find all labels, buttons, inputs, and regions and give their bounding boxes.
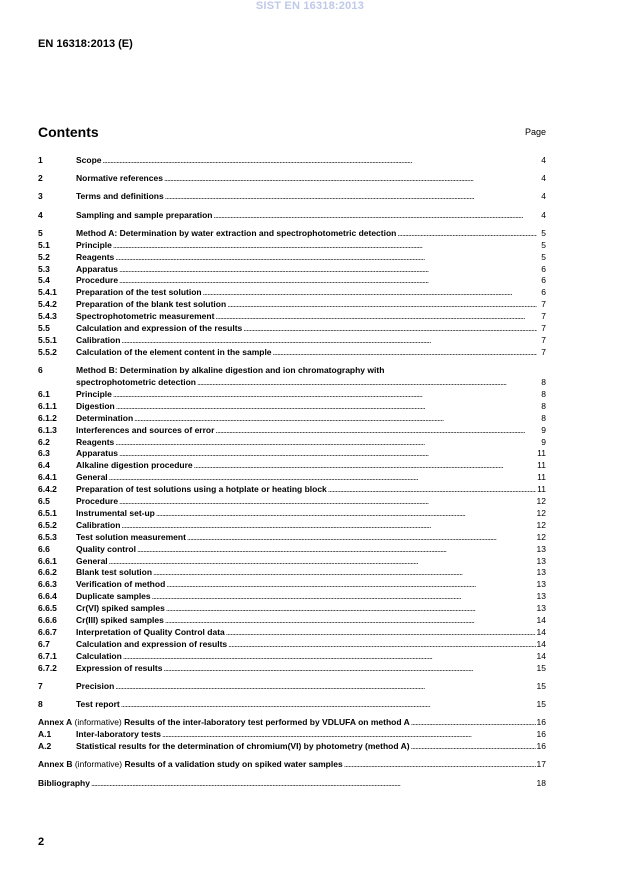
toc-page: 16	[536, 717, 546, 728]
toc-leader	[121, 520, 535, 532]
toc-number: 6	[38, 365, 43, 376]
toc-title: Test report	[76, 699, 120, 710]
toc-number: 6.6	[38, 543, 50, 554]
toc-page: 4	[541, 173, 546, 184]
toc-page: 9	[541, 424, 546, 435]
toc-page: 5	[541, 227, 546, 238]
toc-leader	[113, 240, 537, 252]
toc-number: 5.2	[38, 251, 50, 262]
toc-leader	[115, 437, 537, 449]
toc-leader	[156, 508, 536, 520]
toc-title-continued: spectrophotometric detection	[76, 376, 196, 387]
toc-entry[interactable]	[38, 778, 546, 790]
toc-number: 6.6.7	[38, 627, 57, 638]
toc-number: A.2	[38, 741, 52, 752]
toc-title: Reagents	[76, 436, 115, 447]
toc-entry[interactable]	[38, 228, 546, 240]
toc-leader	[243, 323, 537, 335]
toc-title: Preparation of test solutions using a hotplate or heating block	[76, 484, 327, 495]
toc-page: 5	[541, 251, 546, 262]
toc-entry[interactable]	[38, 287, 546, 299]
toc-number: 6.5.3	[38, 531, 57, 542]
toc-number: 5	[38, 227, 43, 238]
toc-leader	[123, 651, 536, 663]
toc-entry[interactable]	[38, 496, 546, 508]
toc-entry[interactable]	[38, 311, 546, 323]
toc-leader	[166, 579, 535, 591]
toc-entry[interactable]	[38, 347, 546, 359]
toc-title: Spectrophotometric measurement	[76, 311, 215, 322]
toc-leader	[194, 460, 537, 472]
toc-page: 16	[536, 729, 546, 740]
toc-leader	[121, 335, 537, 347]
toc-title: Digestion	[76, 400, 115, 411]
toc-entry[interactable]	[38, 448, 546, 460]
toc-number: 5.3	[38, 263, 50, 274]
toc-page: 6	[541, 287, 546, 298]
toc-entry[interactable]	[38, 413, 546, 425]
toc-number: 6.5	[38, 496, 50, 507]
page-column-label: Page	[524, 127, 546, 137]
toc-page: 13	[536, 579, 546, 590]
toc-leader	[115, 681, 535, 693]
toc-leader	[228, 639, 535, 651]
toc-number: 6.7.1	[38, 650, 57, 661]
toc-title: Results of the inter-laboratory test performed by VDLUFA on method A	[124, 717, 410, 728]
toc-page: 12	[536, 531, 546, 542]
toc-page: 7	[541, 311, 546, 322]
toc-number: 1	[38, 155, 43, 165]
toc-number: 6.4.1	[38, 472, 57, 483]
toc-title: Principle	[76, 239, 112, 250]
toc-number: 6.3	[38, 448, 50, 459]
toc-page: 8	[541, 400, 546, 411]
page-title: Contents	[38, 124, 99, 140]
toc-title: Determination	[76, 412, 134, 423]
toc-page: 11	[537, 448, 546, 459]
toc-entry[interactable]	[38, 717, 546, 729]
toc-title: Terms and definitions	[76, 191, 164, 202]
toc-page: 14	[536, 627, 546, 638]
toc-page: 5	[541, 239, 546, 250]
toc-leader	[109, 556, 536, 568]
toc-number: 5.4.2	[38, 299, 57, 310]
toc-page: 6	[541, 263, 546, 274]
toc-entry[interactable]	[38, 365, 546, 377]
toc-page: 15	[536, 699, 546, 710]
toc-page: 14	[536, 615, 546, 626]
toc-title: Preparation of the test solution	[76, 287, 202, 298]
toc-title: Normative references	[76, 173, 163, 184]
toc-leader	[328, 484, 536, 496]
toc-title: Procedure	[76, 275, 119, 286]
toc-annex-title	[38, 759, 343, 771]
toc-page: 4	[541, 191, 546, 202]
toc-title: Calibration	[76, 334, 121, 345]
toc-number: 5.4	[38, 275, 50, 286]
toc-number: 4	[38, 209, 43, 220]
toc-entry[interactable]	[38, 275, 546, 287]
toc-title: Scope	[76, 155, 102, 165]
toc-entry[interactable]	[38, 460, 546, 472]
toc-title: Apparatus	[76, 263, 119, 274]
toc-annex-title	[38, 778, 90, 790]
toc-number: 6.5.2	[38, 519, 57, 530]
toc-leader	[273, 347, 537, 359]
toc-page: 11	[537, 472, 546, 483]
toc-page: 8	[541, 412, 546, 423]
toc-title: Calculation	[76, 650, 122, 661]
toc-number: 8	[38, 699, 43, 710]
toc-number: 5.5.2	[38, 346, 57, 357]
toc-page: 15	[536, 680, 546, 691]
toc-page: 16	[536, 741, 546, 752]
toc-title: Verification of method	[76, 579, 166, 590]
toc-entry[interactable]	[38, 155, 546, 167]
toc-leader	[227, 299, 537, 311]
toc-number: 6.6.3	[38, 579, 57, 590]
toc-title: Cr(III) spiked samples	[76, 615, 164, 626]
toc-leader	[162, 729, 536, 741]
toc-page: 7	[541, 299, 546, 310]
toc-number: 3	[38, 191, 43, 202]
toc-number: 6.6.1	[38, 555, 57, 566]
toc-number: 5.4.1	[38, 287, 57, 298]
toc-entry[interactable]	[38, 264, 546, 276]
standard-id: EN 16318:2013 (E)	[38, 38, 133, 50]
toc-number: 7	[38, 680, 43, 691]
toc-leader	[215, 311, 537, 323]
toc-page: 13	[536, 555, 546, 566]
toc-title: Quality control	[76, 543, 136, 554]
toc-leader	[197, 377, 537, 389]
toc-title: Calculation and expression of results	[76, 638, 228, 649]
toc-number: 6.4.2	[38, 484, 57, 495]
toc-page: 7	[541, 323, 546, 334]
toc-page: 13	[536, 603, 546, 614]
toc-leader	[226, 627, 536, 639]
toc-leader	[203, 287, 537, 299]
toc-number: 6.1.3	[38, 424, 57, 435]
toc-entry[interactable]	[38, 508, 546, 520]
toc-leader	[165, 191, 537, 203]
toc-leader	[344, 759, 536, 771]
toc-number: 6.7	[38, 638, 50, 649]
toc-page: 17	[536, 759, 546, 770]
toc-page: 15	[536, 662, 546, 673]
toc-title: Sampling and sample preparation	[76, 209, 213, 220]
toc-leader	[119, 264, 537, 276]
toc-leader	[411, 741, 536, 753]
toc-annex-label: Annex B	[38, 759, 73, 770]
toc-entry[interactable]	[38, 699, 546, 711]
toc-number: A.1	[38, 729, 52, 740]
toc-title: Method A: Determination by water extraction and spectrophotometric detection	[76, 227, 397, 238]
toc-number: 6.6.6	[38, 615, 57, 626]
toc-number: 5.5	[38, 323, 50, 334]
toc-page: 6	[541, 275, 546, 286]
toc-number: 6.1.2	[38, 412, 57, 423]
toc-leader	[119, 496, 535, 508]
toc-entry[interactable]	[38, 425, 546, 437]
toc-entry[interactable]	[38, 335, 546, 347]
toc-title: Reagents	[76, 251, 115, 262]
toc-title: Test solution measurement	[76, 531, 186, 542]
toc-entry[interactable]	[38, 520, 546, 532]
toc-leader	[214, 210, 537, 222]
toc-entry[interactable]	[38, 389, 546, 401]
toc-leader	[166, 603, 536, 615]
toc-leader	[164, 173, 537, 185]
toc-entry[interactable]	[38, 401, 546, 413]
toc-entry[interactable]	[38, 472, 546, 484]
table-of-contents	[38, 155, 546, 789]
toc-page: 7	[541, 346, 546, 357]
toc-leader	[119, 448, 536, 460]
toc-number: 6.6.4	[38, 591, 57, 602]
toc-leader	[397, 228, 537, 240]
toc-number: 6.4	[38, 460, 50, 471]
toc-title: Preparation of the blank test solution	[76, 299, 227, 310]
toc-title: Calculation of the element content in the sample	[76, 346, 272, 357]
toc-entry[interactable]	[38, 663, 546, 675]
toc-entry[interactable]	[38, 210, 546, 222]
toc-page: 12	[536, 507, 546, 518]
toc-entry[interactable]	[38, 173, 546, 185]
toc-page: 9	[541, 436, 546, 447]
toc-page: 13	[536, 591, 546, 602]
toc-number: 6.7.2	[38, 662, 57, 673]
toc-title: Results of a validation study on spiked water samples	[124, 759, 343, 770]
toc-title: Calibration	[76, 519, 121, 530]
toc-number: 6.1.1	[38, 400, 57, 411]
toc-entry[interactable]	[38, 603, 546, 615]
toc-leader	[187, 532, 536, 544]
toc-entry[interactable]	[38, 759, 546, 771]
toc-leader	[103, 155, 537, 167]
toc-page: 12	[536, 519, 546, 530]
toc-leader	[115, 252, 537, 264]
toc-leader	[163, 663, 535, 675]
toc-title: Duplicate samples	[76, 591, 151, 602]
toc-title: General	[76, 472, 108, 483]
toc-entry[interactable]	[38, 681, 546, 693]
toc-entry[interactable]	[38, 556, 546, 568]
toc-entry[interactable]	[38, 544, 546, 556]
page-number: 2	[38, 836, 45, 848]
toc-number: 6.2	[38, 436, 50, 447]
toc-title: Apparatus	[76, 448, 119, 459]
toc-entry[interactable]	[38, 437, 546, 449]
toc-leader	[152, 591, 536, 603]
toc-title: Method B: Determination by alkaline digestion and ion chromatography with	[76, 365, 385, 376]
toc-title: Procedure	[76, 496, 119, 507]
toc-title: Principle	[76, 388, 112, 399]
toc-leader	[121, 699, 536, 711]
toc-entry[interactable]	[38, 532, 546, 544]
toc-page: 13	[536, 567, 546, 578]
toc-annex-label: Bibliography	[38, 777, 90, 788]
toc-number: 5.4.3	[38, 311, 57, 322]
toc-number: 6.6.5	[38, 603, 57, 614]
toc-entry[interactable]	[38, 299, 546, 311]
toc-page: 4	[541, 155, 546, 165]
toc-entry[interactable]	[38, 639, 546, 651]
toc-page: 14	[536, 650, 546, 661]
toc-leader	[116, 401, 537, 413]
toc-entry[interactable]	[38, 191, 546, 203]
toc-title: Interpretation of Quality Control data	[76, 627, 225, 638]
toc-title: Cr(VI) spiked samples	[76, 603, 165, 614]
toc-entry[interactable]	[38, 579, 546, 591]
watermark: SIST EN 16318:2013	[255, 0, 365, 12]
toc-entry[interactable]	[38, 484, 546, 496]
toc-page: 11	[537, 460, 546, 471]
toc-entry[interactable]	[38, 651, 546, 663]
toc-leader	[137, 544, 536, 556]
toc-title: Interferences and sources of error	[76, 424, 215, 435]
toc-entry[interactable]	[38, 252, 546, 264]
toc-page: 7	[541, 334, 546, 345]
toc-number: 5.5.1	[38, 334, 57, 345]
toc-annex-informative: (informative)	[72, 717, 125, 728]
toc-leader	[113, 389, 537, 401]
toc-leader	[134, 413, 537, 425]
toc-page: 18	[536, 777, 546, 788]
toc-page: 14	[536, 638, 546, 649]
toc-leader	[215, 425, 537, 437]
toc-title: Instrumental set-up	[76, 507, 155, 518]
toc-leader	[153, 567, 535, 579]
toc-annex-label: Annex A	[38, 717, 73, 728]
toc-title: Blank test solution	[76, 567, 153, 578]
toc-leader	[119, 275, 537, 287]
toc-entry-continued	[38, 377, 546, 389]
toc-entry[interactable]	[38, 591, 546, 603]
toc-title: Precision	[76, 680, 115, 691]
toc-number: 6.5.1	[38, 507, 57, 518]
toc-entry[interactable]	[38, 323, 546, 335]
toc-title: Calculation and expression of the results	[76, 323, 243, 334]
toc-entry[interactable]	[38, 615, 546, 627]
toc-page: 8	[541, 388, 546, 399]
toc-title: Expression of results	[76, 662, 163, 673]
toc-leader	[165, 615, 536, 627]
toc-entry[interactable]	[38, 627, 546, 639]
toc-title: Statistical results for the determination of chromium(VI) by photometry (method A)	[76, 741, 410, 752]
toc-number: 6.6.2	[38, 567, 57, 578]
toc-page: 13	[536, 543, 546, 554]
toc-leader	[109, 472, 537, 484]
toc-annex-informative: (informative)	[72, 759, 125, 770]
toc-number: 2	[38, 173, 43, 184]
toc-number: 6.1	[38, 388, 50, 399]
toc-page: 4	[541, 209, 546, 220]
toc-leader	[411, 717, 536, 729]
toc-leader	[91, 778, 536, 790]
toc-title: Alkaline digestion procedure	[76, 460, 193, 471]
toc-page: 11	[537, 484, 546, 495]
toc-entry[interactable]	[38, 729, 546, 741]
toc-annex-title	[38, 717, 410, 729]
toc-entry[interactable]	[38, 741, 546, 753]
toc-entry[interactable]	[38, 567, 546, 579]
toc-page: 8	[541, 376, 546, 387]
toc-page: 12	[536, 496, 546, 507]
toc-number: 5.1	[38, 239, 50, 250]
toc-title: General	[76, 555, 108, 566]
toc-title: Inter-laboratory tests	[76, 729, 162, 740]
toc-entry[interactable]	[38, 240, 546, 252]
